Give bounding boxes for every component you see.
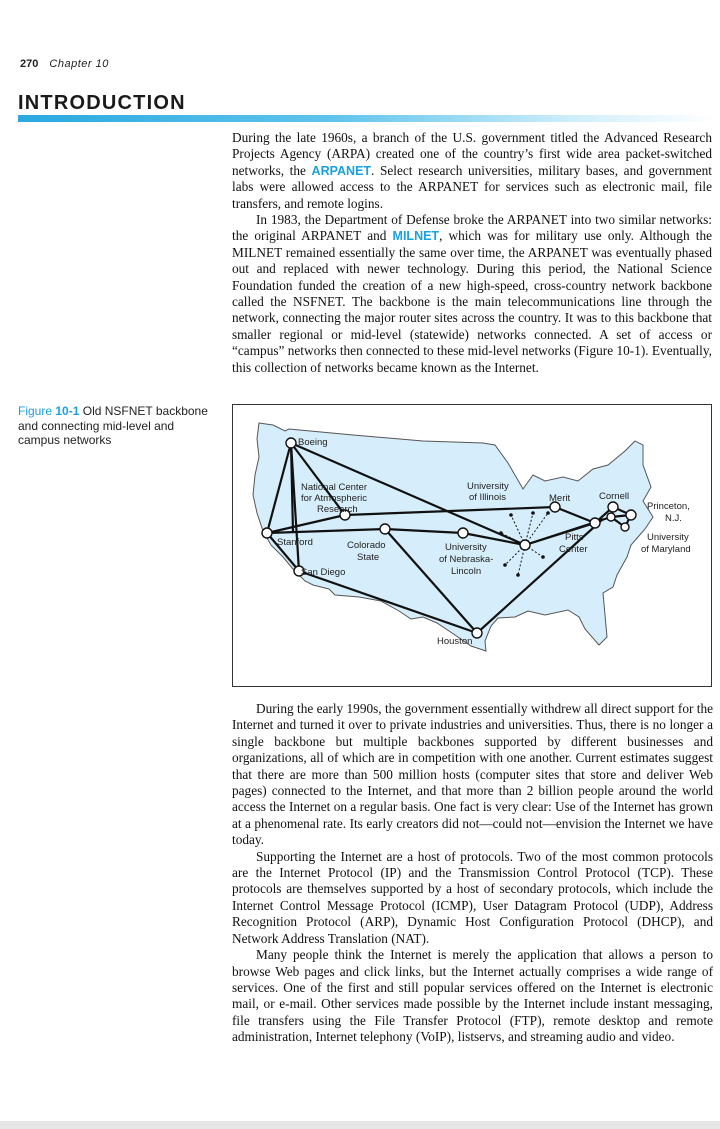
- label-boeing: Boeing: [298, 437, 328, 448]
- figure-caption: [18, 404, 218, 448]
- node-stanford: [262, 528, 272, 538]
- label-merit: Merit: [549, 493, 571, 504]
- label-ncar-1: National Center: [301, 482, 368, 493]
- label-umd-2: of Maryland: [641, 544, 691, 555]
- paragraph-1: [232, 130, 712, 212]
- node-ny: [607, 513, 615, 521]
- node-nebraska: [458, 528, 468, 538]
- footer-bar: [0, 1121, 720, 1129]
- body-text: [232, 701, 713, 1046]
- paragraph-5: Many people think the Internet is merely the application that allows a person to browse Web pages and click links, but the Internet actually comprises a wide range of services. One of the first and still popular services offered on the Internet is electronic mail, or e-mail. Other services made possible by the Internet include instant messaging, file transfers using the File Transfer Protocol (FTP), remote desktop and remote administration, Internet telephony (VoIP), listservs, and streaming audio and video.: [232, 947, 713, 1045]
- page-number: 270: [20, 58, 39, 70]
- us-map-outline: [253, 423, 653, 651]
- label-csu-1: Colorado: [347, 540, 386, 551]
- section-title: INTRODUCTION: [18, 92, 186, 114]
- title-underline-bar: [18, 115, 714, 122]
- label-uiuc-1: University: [467, 481, 509, 492]
- label-csu-2: State: [357, 552, 380, 563]
- nsfnet-map: [233, 405, 711, 686]
- label-cornell: Cornell: [599, 491, 630, 502]
- intro-text: [232, 130, 712, 376]
- paragraph-2-text-b: , which was for military use only. Although the MILNET remained essentially the same over time, the ARPANET was eventually phased out and replaced with newer technology. During this period, the National Science Foundation funded the creation of a new high-speed, cross-country network backbone called the NSFNET. The backbone is the main telecommunications line through the network, connecting the major router sites across the country. It was to this backbone that smaller regional or mid-level (statewide) networks connected. A set of access or “campus” networks then connected to these mid-level networks (Figure 10-1). Eventually, this collection of networks became known as the Internet.: [232, 228, 712, 375]
- node-colorado-state: [380, 524, 390, 534]
- running-head: [20, 58, 109, 70]
- label-ncar-2: for Atmospheric: [301, 493, 367, 504]
- paragraph-2-text-a: In 1983, the Department of Defense broke the ARPANET into two similar networks: the original ARPANET and: [232, 212, 712, 244]
- nsfnet-map-figure: [232, 404, 712, 687]
- node-pitts: [590, 518, 600, 528]
- label-unl-1: University: [445, 542, 487, 553]
- chapter-label: Chapter 10: [49, 58, 109, 70]
- label-ncar-3: Research: [317, 504, 358, 515]
- label-princeton-2: N.J.: [665, 513, 682, 524]
- node-maryland: [621, 523, 629, 531]
- label-sandiego: San Diego: [301, 567, 346, 578]
- paragraph-2: [232, 212, 712, 376]
- figure-label: Figure: [18, 404, 53, 418]
- paragraph-1-text-a: During the late 1960s, a branch of the U.S. government titled the Advanced Research Projects Agency (ARPA) created one of the country’s first wide area packet-switched networks, the: [232, 130, 712, 178]
- paragraph-1-text-b: . Select research universities, military bases, and government labs were allowed access to the ARPANET for services such as electronic mail, file transfers, and remote logins.: [232, 162, 712, 211]
- label-pitts-2: Center: [559, 544, 588, 555]
- label-uiuc-2: of Illinois: [469, 492, 506, 503]
- paragraph-4: Supporting the Internet are a host of protocols. Two of the most common protocols are the Internet Protocol (IP) and the Transmission Control Protocol (TCP). These protocols are themselves supported by a host of secondary protocols, which include the Internet Control Message Protocol (ICMP), User Datagram Protocol (UDP), Address Recognition Protocol (ARP), Dynamic Host Configuration Protocol (DHCP), and Network Address Translation (NAT).: [232, 848, 713, 946]
- node-illinois: [520, 540, 530, 550]
- label-unl-3: Lincoln: [451, 566, 482, 577]
- node-princeton: [626, 510, 636, 520]
- keyword-milnet: MILNET: [392, 229, 440, 244]
- label-princeton-1: Princeton,: [647, 501, 690, 512]
- label-umd-1: University: [647, 532, 689, 543]
- keyword-arpanet: ARPANET: [311, 163, 372, 178]
- node-boeing: [286, 438, 296, 448]
- figure-caption-text: Old NSFNET backbone and connecting mid-level and campus networks: [18, 404, 208, 447]
- node-houston: [472, 628, 482, 638]
- paragraph-3: During the early 1990s, the government essentially withdrew all direct support for the Internet and turned it over to private industries and universities. Thus, there is no longer a single backbone but multiple backbones supported by different businesses and organizations, all of which are in competition with one another. Current estimates suggest that there are more than 500 million hosts (computer sites that store and deliver Web pages) connected to the Internet, and that more than 2 billion people around the world access the Internet on a regular basis. One fact is very clear: Use of the Internet has grown at a phenomenal rate. Its early creators did not—could not—envision the Internet we have today.: [232, 701, 713, 848]
- label-pitts-1: Pitts: [565, 532, 584, 543]
- figure-number: 10-1: [55, 404, 80, 418]
- label-unl-2: of Nebraska-: [439, 554, 494, 565]
- node-cornell: [608, 502, 618, 512]
- label-houston: Houston: [437, 636, 473, 647]
- label-stanford: Stanford: [277, 537, 313, 548]
